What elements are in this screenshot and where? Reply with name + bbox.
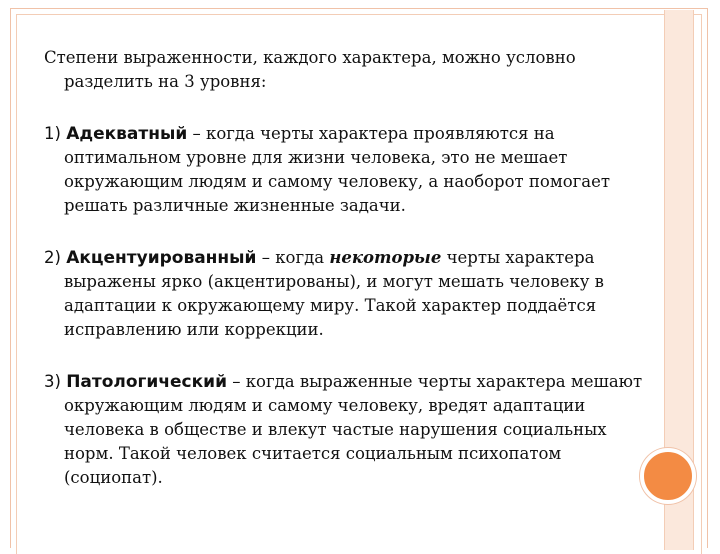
emphasis-word: некоторые xyxy=(329,248,442,267)
level-adequate xyxy=(44,122,644,218)
level-description: – когда выраженные черты характера мешают окружающим людям и самому человеку, вредят адаптации человека в обществе и влекут частые нарушения социальных норм. Такой человек считается социальным психопатом (социопат). xyxy=(64,372,643,487)
level-number: 3) xyxy=(44,372,61,391)
level-term: Адекватный xyxy=(66,124,188,144)
accent-circle-icon xyxy=(640,448,696,504)
level-accentuated xyxy=(44,246,644,342)
level-description: – когда черты характера проявляются на оптимальном уровне для жизни человека, это не мешает окружающим людям и самому человеку, а наоборот помогает решать различные жизненные задачи. xyxy=(64,124,610,215)
intro-paragraph: Степени выраженности, каждого характера, можно условно разделить на 3 уровня: xyxy=(44,48,576,91)
slide-content xyxy=(44,46,644,490)
level-description-start: – когда xyxy=(256,248,330,267)
level-pathological xyxy=(44,370,644,490)
level-description: черты характера выражены ярко (акцентированы), и могут мешать человеку в адаптации к окружающему миру. Такой характер поддаётся исправлению или коррекции. xyxy=(64,248,604,339)
level-term: Патологический xyxy=(66,372,227,392)
level-term: Акцентуированный xyxy=(66,248,257,268)
level-number: 1) xyxy=(44,124,61,143)
level-number: 2) xyxy=(44,248,61,267)
